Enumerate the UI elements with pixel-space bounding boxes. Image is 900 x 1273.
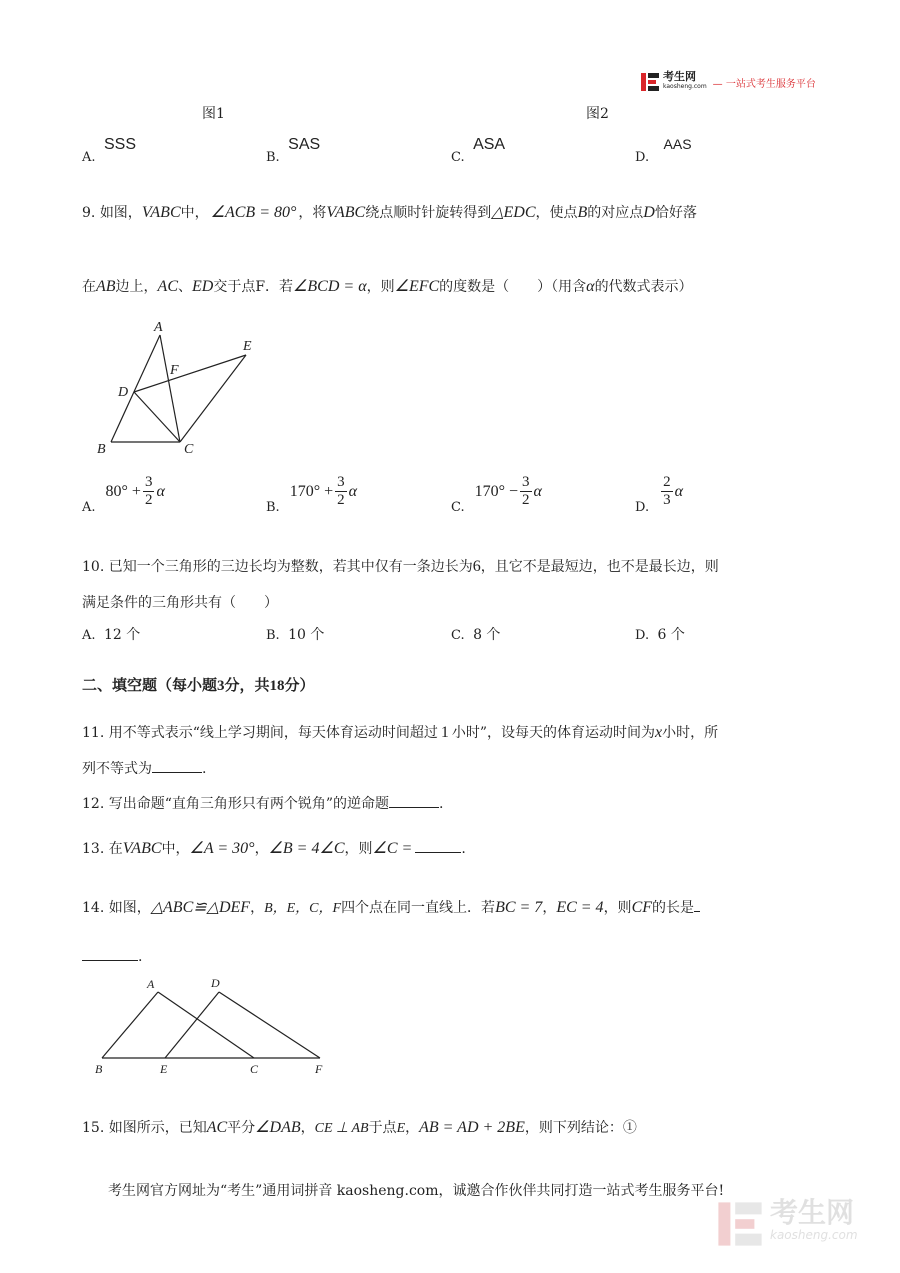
q13-text: 在 [108, 841, 123, 857]
q9-text: 、 [178, 279, 192, 295]
point-label-b: B [95, 1062, 103, 1076]
option-text: 12 个 [103, 627, 141, 643]
q9-text: 的对应点 [587, 205, 644, 221]
point-label-e: E [160, 1062, 168, 1076]
point-label-f: F [315, 1062, 323, 1076]
q10-text: ，且它不是最短边，也不是最长边，则 [480, 559, 719, 575]
answer-blank[interactable] [415, 840, 461, 853]
answer-blank[interactable] [694, 899, 700, 912]
math-triangle: VABC [122, 840, 162, 857]
point-label-a: A [154, 320, 163, 335]
segment-de [134, 355, 246, 392]
math-triangle: △EDC [491, 204, 536, 221]
math-angle-a: ∠A = 30° [189, 840, 255, 857]
watermark [716, 1196, 858, 1248]
fraction-numerator: 3 [337, 474, 345, 490]
q15-text: ，则下列结论：① [524, 1120, 637, 1136]
q8-option-a[interactable] [82, 136, 136, 165]
segment-df [219, 992, 320, 1058]
q15-text: ， [405, 1120, 420, 1136]
question-number: 10. [82, 559, 105, 575]
watermark-brand: 考生网 [770, 1196, 855, 1229]
option-letter: B. [266, 500, 280, 515]
q9-text: ，使点 [535, 205, 578, 221]
q10-text: 已知一个三角形的三边长均为整数，若其中仅有一条边长为 [108, 559, 473, 575]
option-text: 10 个 [288, 627, 325, 643]
q9-text: 如图， [99, 205, 142, 221]
segment-ab [102, 992, 158, 1058]
section-title [82, 674, 315, 695]
expr-post: α [674, 482, 683, 500]
q9-text: ，将 [298, 205, 327, 221]
q14-text: ， [542, 900, 557, 916]
option-letter: A. [82, 628, 96, 643]
q15-text: ， [300, 1120, 315, 1136]
q11-line1 [82, 722, 718, 742]
math-segment: AB [96, 278, 116, 295]
option-letter: A. [82, 150, 96, 165]
option-expr [659, 474, 683, 509]
logo-slogan: — 一站式考生服务平台 [712, 78, 816, 90]
q11-line2 [82, 758, 206, 778]
q12-line [82, 793, 444, 813]
point-label-c: C [250, 1062, 259, 1076]
q13-end: . [461, 841, 466, 857]
question-number: 9. [82, 205, 96, 221]
q14-text: 四个点在同一直线上．若 [341, 900, 496, 916]
math-triangle: VABC [141, 204, 181, 221]
q11-text: 列不等式为 [82, 761, 152, 777]
q9-option-d[interactable] [635, 474, 683, 515]
fig2-label: 图2 [586, 106, 609, 122]
header-logo [640, 72, 816, 92]
q9-line1 [82, 202, 697, 222]
question-number: 12. [82, 796, 105, 812]
watermark-domain: kaosheng.com [770, 1228, 858, 1242]
q15-line1 [82, 1117, 637, 1137]
q12-text: 写出命题“直角三角形只有两个锐角”的逆命题 [108, 796, 390, 812]
q13-line [82, 838, 466, 858]
footer-text: 考生网官方网址为“考生”通用词拼音 kaosheng.com，诚邀合作伙伴共同打造一站式考生服务平台! [108, 1183, 725, 1199]
math-variable: x [655, 724, 663, 741]
expr-pre: 170° + [289, 482, 334, 500]
q9-text: 边上， [115, 279, 158, 295]
watermark-logo-icon [716, 1200, 764, 1248]
q11-text: 小时”，设每天的体育运动时间为 [451, 725, 656, 741]
q13-text: ， [254, 841, 269, 857]
point-label-f: F [170, 363, 179, 378]
q11-text: 用不等式表示“线上学习期间，每天体育运动时间超过 [108, 725, 438, 741]
math-number: 1 [440, 724, 449, 741]
section-text: 二、填空题（每小题 [82, 676, 218, 694]
option-text: SSS [103, 136, 136, 153]
q8-option-d[interactable] [635, 136, 692, 165]
q13-text: 中， [161, 841, 190, 857]
answer-blank[interactable] [82, 948, 138, 961]
answer-blank[interactable] [152, 760, 202, 773]
q12-end: . [439, 796, 444, 812]
math-angle-c: ∠C = [372, 840, 413, 857]
fraction-denominator: 2 [522, 492, 530, 508]
q11-text: 小时，所 [662, 725, 719, 741]
q14-end: . [138, 949, 143, 965]
point-label-e: E [243, 339, 252, 354]
q14-text: 如图， [108, 900, 151, 916]
fraction [143, 474, 155, 509]
segment-ec [180, 355, 246, 442]
option-expr [106, 474, 165, 509]
option-text: ASA [473, 136, 506, 153]
q10-option-d[interactable] [635, 624, 685, 644]
expr-pre: 80° + [105, 482, 141, 500]
q10-option-b[interactable] [266, 624, 324, 644]
question-number: 13. [82, 841, 105, 857]
math-point: B [577, 204, 588, 221]
math-triangle: VABC [326, 204, 366, 221]
fig1-label: 图1 [202, 106, 225, 122]
kaosheng-logo-icon [640, 72, 660, 92]
math-equation: AB = AD + 2BE [419, 1119, 525, 1136]
q15-text: 平分 [227, 1120, 256, 1136]
q13-text: ，则 [344, 841, 373, 857]
expr-post: α [156, 482, 165, 500]
fraction-numerator: 3 [144, 474, 153, 490]
q9-text: 绕点顺时针旋转得到 [365, 205, 492, 221]
math-angle-b: ∠B = 4∠C [268, 840, 345, 857]
answer-blank[interactable] [389, 795, 439, 808]
q15-text: 如图所示，已知 [108, 1120, 207, 1136]
fraction-denominator: 3 [663, 492, 671, 508]
question-number: 15. [82, 1120, 105, 1136]
q8-option-c[interactable] [451, 136, 506, 165]
option-letter: D. [635, 628, 650, 643]
q8-option-b[interactable] [266, 136, 321, 165]
option-letter: C. [451, 500, 465, 515]
q9-text: ，则 [366, 279, 395, 295]
fraction-numerator: 3 [522, 474, 530, 490]
section-number: 3 [217, 678, 225, 694]
fraction-denominator: 2 [144, 492, 153, 508]
q11-end: . [202, 761, 207, 777]
option-letter: A. [82, 500, 96, 515]
option-text: SAS [288, 136, 321, 153]
option-text: 8 个 [473, 627, 501, 643]
math-segment: ED [192, 278, 214, 295]
q9-text: 交于点F．若 [213, 279, 294, 295]
math-segment: AC [157, 278, 178, 295]
expr-post: α [348, 482, 358, 500]
expr-post: α [533, 482, 542, 500]
point-label-d: D [211, 976, 220, 990]
option-letter: C. [451, 628, 465, 643]
q9-option-a[interactable] [82, 474, 165, 515]
math-angle: ∠EFC [394, 278, 440, 295]
option-letter: D. [635, 500, 650, 515]
point-label-b: B [97, 442, 106, 457]
segment-dc [134, 392, 180, 442]
q14-figure [90, 972, 340, 1080]
option-letter: D. [635, 150, 650, 165]
q9-text: 的度数是（ ）（用含 [439, 279, 587, 295]
point-label-c: C [184, 442, 194, 457]
section-text: 分，共 [224, 676, 270, 694]
q9-text: 恰好落 [654, 205, 697, 221]
math-condition: ∠BCD = α [293, 278, 367, 295]
math-angle-dab: ∠DAB [255, 1119, 301, 1136]
q14-text: ，则 [603, 900, 632, 916]
point-label-d: D [118, 385, 129, 400]
option-letter: C. [451, 150, 465, 165]
logo-domain: kaosheng.com [663, 83, 707, 90]
q14-line2 [82, 948, 142, 965]
math-bc: BC = 7 [495, 899, 543, 916]
math-points: B，E，C，F [264, 901, 342, 916]
math-point: E [396, 1121, 406, 1136]
math-alpha: α [586, 278, 595, 295]
segment-ac [160, 335, 180, 442]
point-label-a: A [147, 977, 155, 991]
math-ce-perp: CE ⊥ AB [314, 1121, 369, 1136]
question-number: 14. [82, 900, 105, 916]
q9-line2 [82, 276, 693, 296]
math-angle: ∠ACB = 80° [210, 204, 297, 221]
section-text: 分） [284, 676, 315, 694]
logo-slogan-text: 一站式考生服务平台 [725, 78, 816, 90]
expr-pre: 170° − [474, 482, 519, 500]
q9-text: 中， [180, 205, 209, 221]
section-number: 18 [269, 678, 285, 694]
q10-line1 [82, 556, 719, 576]
q9-option-c[interactable] [451, 474, 542, 515]
fraction [520, 474, 532, 509]
question-number: 11. [82, 725, 105, 741]
fraction-denominator: 2 [337, 492, 345, 508]
fraction-numerator: 2 [663, 474, 671, 490]
option-text: AAS [663, 136, 692, 152]
q10-line2: 满足条件的三角形共有（ ） [82, 595, 278, 611]
fraction [335, 474, 347, 509]
q15-text: 于点 [368, 1120, 397, 1136]
q9-figure [90, 315, 270, 460]
math-cf: CF [631, 899, 653, 916]
fraction [661, 474, 673, 509]
math-ac: AC [206, 1119, 228, 1136]
q9-text: 在 [82, 279, 96, 295]
q14-text: 的长是 [652, 900, 695, 916]
math-point: D [643, 204, 655, 221]
q9-text: 的代数式表示） [594, 279, 693, 295]
math-congruence: △ABC≌△DEF [150, 899, 251, 916]
option-expr [290, 474, 357, 509]
option-expr [475, 474, 542, 509]
option-letter: B. [266, 150, 280, 165]
math-ec: EC = 4 [556, 899, 604, 916]
q10-option-c[interactable] [451, 624, 500, 644]
math-number: 6 [472, 558, 481, 575]
q9-option-b[interactable] [266, 474, 357, 515]
option-letter: B. [266, 628, 280, 643]
option-text: 6 个 [657, 627, 685, 643]
q14-line1 [82, 897, 700, 917]
logo-brand: 考生网 [663, 70, 696, 83]
q10-option-a[interactable] [82, 624, 140, 644]
q14-text: ， [250, 900, 265, 916]
